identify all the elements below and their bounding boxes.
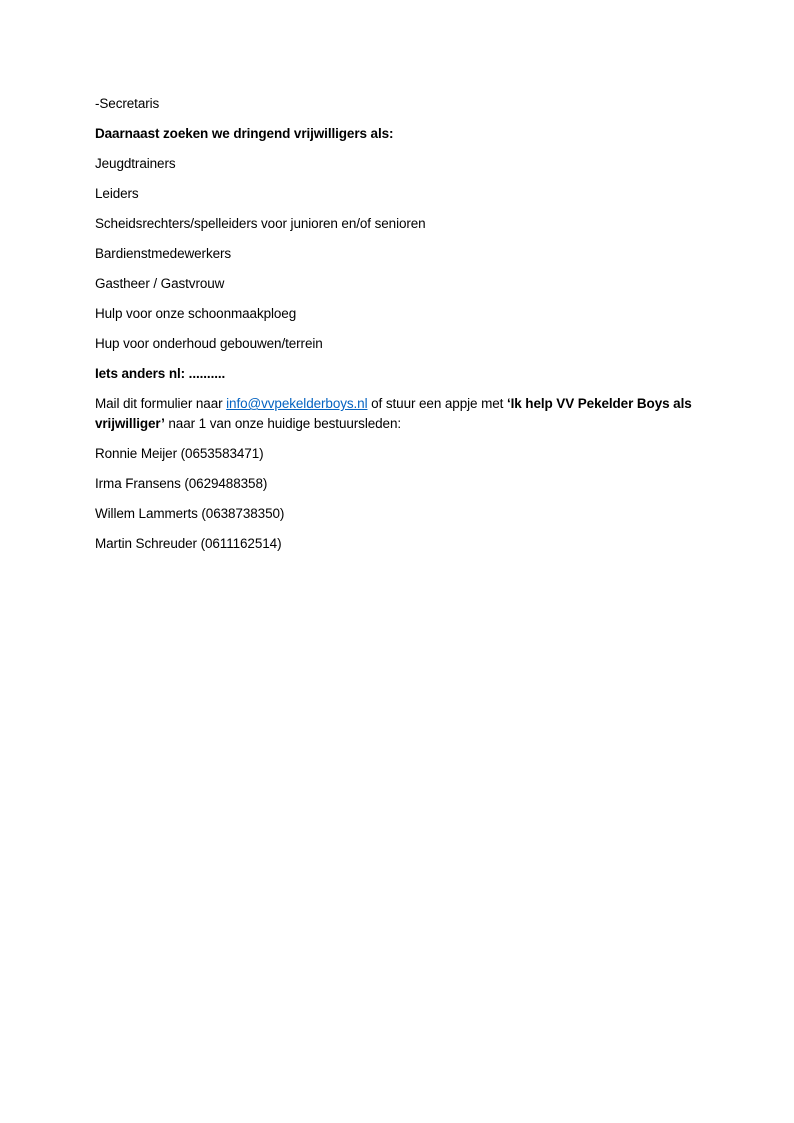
mail-bold-phrase-line1: ‘Ik help VV Pekelder Boys als: [506, 396, 692, 411]
role-item-jeugdtrainers: Jeugdtrainers: [95, 156, 176, 171]
board-member-ronnie-meijer: Ronnie Meijer (0653583471): [95, 445, 264, 461]
role-item-bardienstmedewerkers: Bardienstmedewerkers: [95, 246, 232, 261]
role-item-schoonmaakploeg: Hulp voor onze schoonmaakploeg: [95, 306, 297, 321]
board-member-irma-fransens: Irma Fransens (0629488358): [95, 475, 268, 491]
board-member-willem-lammerts: Willem Lammerts (0638738350): [95, 505, 285, 521]
mail-text-before-link: Mail dit formulier naar: [95, 396, 227, 411]
heading-volunteers-needed: Daarnaast zoeken we dringend vrijwilligers als:: [95, 126, 394, 141]
mail-bold-phrase-line2: vrijwilliger’: [95, 415, 165, 431]
role-item-leiders: Leiders: [95, 186, 139, 201]
role-item-onderhoud: Hup voor onderhoud gebouwen/terrein: [95, 336, 323, 351]
text-secretaris: -Secretaris: [95, 96, 160, 111]
role-item-gastheer-gastvrouw: Gastheer / Gastvrouw: [95, 276, 225, 291]
role-item-scheidsrechters: Scheidsrechters/spelleiders voor junioren en/of senioren: [95, 216, 426, 231]
board-member-martin-schreuder: Martin Schreuder (0611162514): [95, 535, 282, 551]
email-link[interactable]: info@vvpekelderboys.nl: [226, 396, 368, 411]
text-iets-anders: Iets anders nl: ..........: [95, 366, 226, 381]
mail-text-after-bold: naar 1 van onze huidige bestuursleden:: [164, 415, 402, 431]
paragraph-mail-instructions: [95, 394, 699, 433]
mail-text-after-link: of stuur een appje met: [367, 396, 507, 411]
